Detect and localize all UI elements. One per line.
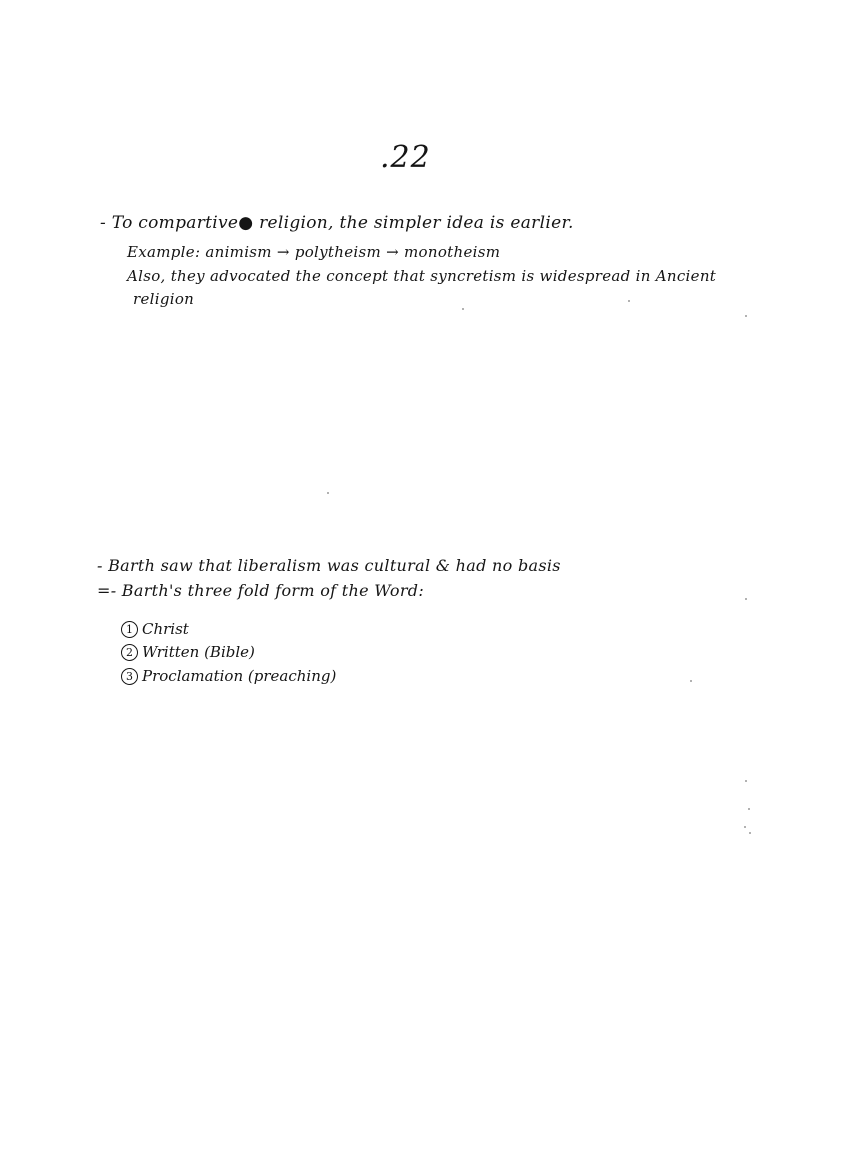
list-item-label: Christ <box>142 620 189 638</box>
scan-speck <box>744 826 746 828</box>
note-syncretism-continued: religion <box>133 290 195 308</box>
scan-speck <box>745 315 747 317</box>
circled-number: 2 <box>121 644 138 661</box>
list-item <box>121 643 255 661</box>
scan-speck <box>327 492 329 494</box>
scan-speck <box>690 680 692 682</box>
scan-speck <box>628 300 630 302</box>
note-barth-threefold: =- Barth's three fold form of the Word: <box>97 581 425 600</box>
page-number: .22 <box>380 140 431 175</box>
list-item-label: Proclamation (preaching) <box>142 667 337 685</box>
circled-number: 3 <box>121 668 138 685</box>
list-item-label: Written (Bible) <box>142 643 255 661</box>
note-comparative-religion: - To compartive● religion, the simpler idea is earlier. <box>100 213 574 233</box>
note-barth-liberalism: - Barth saw that liberalism was cultural & had no basis <box>97 556 561 575</box>
scan-speck <box>749 832 751 834</box>
list-item <box>121 620 189 638</box>
scan-speck <box>745 780 747 782</box>
scan-speck <box>745 598 747 600</box>
list-item <box>121 667 336 685</box>
note-syncretism: Also, they advocated the concept that syncretism is widespread in Ancient <box>127 267 717 285</box>
note-example: Example: animism → polytheism → monotheism <box>127 243 501 261</box>
circled-number: 1 <box>121 621 138 638</box>
scan-speck <box>462 308 464 310</box>
scan-speck <box>748 808 750 810</box>
